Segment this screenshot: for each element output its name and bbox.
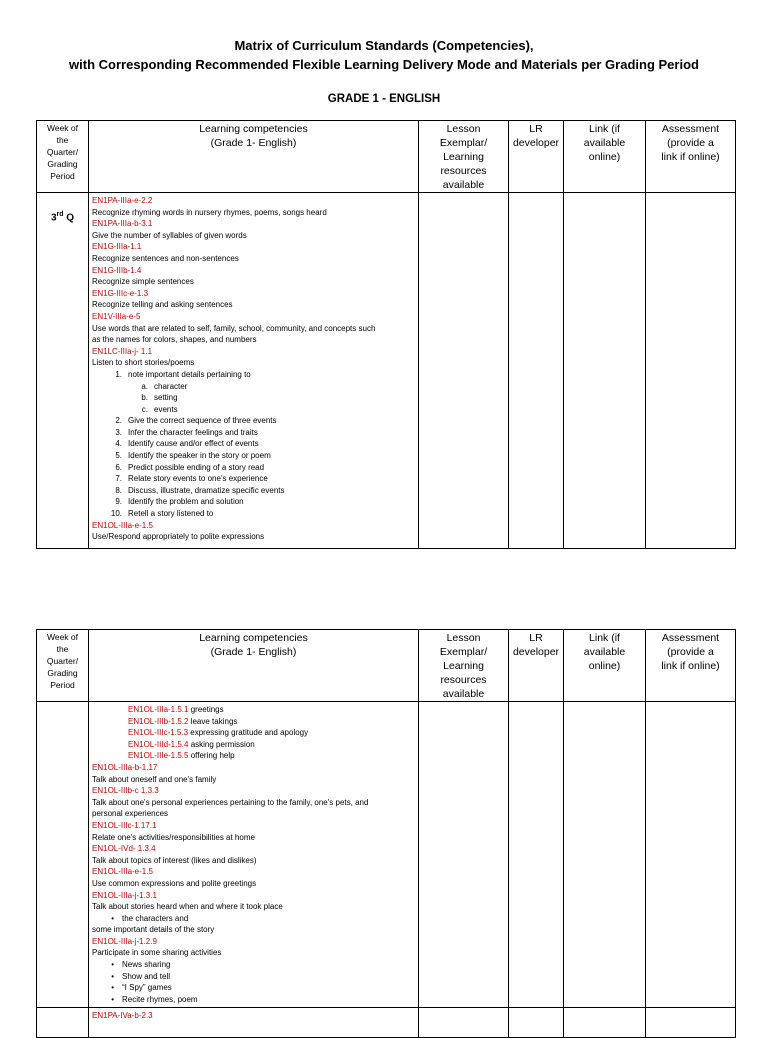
competency-text: Talk about oneself and one's family (92, 774, 217, 784)
link-cell (564, 702, 646, 1008)
competency-text: Recognize rhyming words in nursery rhymes, poems, songs heard (92, 207, 327, 217)
competency-code: EN1OL-IIIc-1.17.1 (92, 820, 157, 830)
lr-developer-cell (509, 702, 564, 1008)
competency-code: EN1OL-IIIa-b-1.17 (92, 762, 158, 772)
week-cell (37, 1008, 89, 1038)
lr-developer-cell (509, 1008, 564, 1038)
list-item: 5. Identify the speaker in the story or poem (115, 451, 271, 461)
competencies-cell (89, 1008, 419, 1038)
assessment-cell (646, 702, 736, 1008)
sub-list-item: c. events (141, 404, 178, 414)
list-item: 1. note important details pertaining to (115, 369, 251, 379)
competency-text: Talk about stories heard when and where it took place (92, 902, 283, 912)
week-header: Week of the Quarter/ Grading Period (37, 630, 89, 702)
sub-competency: EN1OL-IIId-1.5.4 asking permission (128, 739, 255, 749)
competency-code: EN1G-IIIc-e-1.3 (92, 288, 149, 298)
competency-matrix-table-2 (36, 629, 736, 1038)
competency-code: EN1LC-IIIa-j- 1.1 (92, 346, 153, 356)
list-item: 8. Discuss, illustrate, dramatize specific events (115, 485, 285, 495)
link-header: Link (if available online) (564, 630, 646, 702)
sub-list-item: b. setting (141, 393, 178, 403)
lr-developer-header: LR developer (509, 630, 564, 702)
competency-code: EN1OL-IIIa-j-1.3.1 (92, 890, 157, 900)
competency-text: Talk about one's personal experiences pertaining to the family, one's pets, and (92, 797, 369, 807)
table-row (37, 193, 736, 549)
document-subtitle: with Corresponding Recommended Flexible Learning Delivery Mode and Materials per Grading Period (69, 57, 699, 72)
sub-competency: EN1OL-IIIb-1.5.2 leave takings (128, 716, 238, 726)
competency-text: Relate one's activities/responsibilities at home (92, 832, 255, 842)
competency-text: Recognize simple sentences (92, 277, 194, 287)
list-item: 4. Identify cause and/or effect of events (115, 439, 259, 449)
competencies-cell (89, 702, 419, 1008)
document-title: Matrix of Curriculum Standards (Competencies), (234, 38, 534, 53)
bullet-icon: • (111, 971, 114, 981)
competency-matrix-table-1 (36, 120, 736, 549)
bullet-icon: • (111, 913, 114, 923)
sub-competency: EN1OL-IIIc-1.5.3 expressing gratitude and apology (128, 728, 309, 738)
competency-text: Listen to short stories/poems (92, 358, 195, 368)
header-row (37, 121, 736, 193)
bullet-item: • Recite rhymes, poem (92, 994, 418, 1006)
link-cell (564, 193, 646, 549)
competency-text-continued: as the names for colors, shapes, and numbers (92, 335, 257, 345)
competency-code: EN1G-IIIa-1.1 (92, 242, 142, 252)
assessment-cell (646, 193, 736, 549)
competency-code: EN1OL-IIIa-e-1.5 (92, 867, 153, 877)
competency-text: Participate in some sharing activities (92, 948, 222, 958)
sub-competency: EN1OL-IIIa-1.5.1 greetings (128, 705, 224, 714)
grade-heading: GRADE 1 - ENGLISH (327, 93, 441, 105)
sub-list-item: a. character (141, 381, 188, 391)
bullet-icon: • (111, 983, 114, 993)
competency-code: EN1OL-IIIa-j-1.2.9 (92, 936, 157, 946)
competency-code: EN1PA-IIIa-e-2.2 (92, 196, 153, 205)
week-cell: 3rd Q (37, 193, 89, 549)
list-item: 9. Identify the problem and solution (115, 497, 244, 507)
competency-text: Give the number of syllables of given words (92, 230, 247, 240)
bullet-icon: • (111, 994, 114, 1004)
link-header: Link (if available online) (564, 121, 646, 193)
lesson-header: Lesson Exemplar/ Learning resources available (419, 121, 509, 193)
bullet-item: • News sharing (92, 959, 418, 971)
competency-code: EN1PA-IIIa-b-3.1 (92, 219, 153, 229)
bullet-item: • Show and tell (92, 971, 418, 983)
lesson-cell (419, 1008, 509, 1038)
competency-code: EN1G-IIIb-1.4 (92, 265, 142, 275)
week-header: Week of the Quarter/ Grading Period (37, 121, 89, 193)
table-row (37, 1008, 736, 1038)
assessment-header: Assessment (provide a link if online) (646, 630, 736, 702)
list-item: 3. Infer the character feelings and traits (115, 427, 258, 437)
competency-code: EN1OL-IVd- 1.3.4 (92, 844, 156, 854)
competency-text: Talk about topics of interest (likes and dislikes) (92, 855, 257, 865)
competency-text: Use/Respond appropriately to polite expressions (92, 532, 265, 542)
competencies-cell (89, 193, 419, 549)
lesson-cell (419, 193, 509, 549)
bullet-item: • “I Spy” games (92, 982, 418, 994)
lesson-cell (419, 702, 509, 1008)
competency-text: some important details of the story (92, 925, 215, 935)
assessment-header: Assessment (provide a link if online) (646, 121, 736, 193)
sub-competency: EN1OL-IIIe-1.5.5 offering help (128, 751, 235, 761)
assessment-cell (646, 1008, 736, 1038)
competency-code: EN1PA-IVa-b-2.3 (92, 1011, 153, 1020)
competency-text: Recognize sentences and non-sentences (92, 253, 239, 263)
list-item: 10. Retell a story listened to (110, 509, 214, 519)
competency-text: Use words that are related to self, family, school, community, and concepts such (92, 323, 376, 333)
bullet-item: • the characters and (92, 913, 418, 925)
list-item: 2. Give the correct sequence of three events (115, 416, 277, 426)
competencies-header: Learning competencies (Grade 1- English) (89, 121, 419, 193)
bullet-icon: • (111, 960, 114, 970)
lesson-header: Lesson Exemplar/ Learning resources available (419, 630, 509, 702)
list-item: 7. Relate story events to one's experience (115, 474, 268, 484)
header-row (37, 630, 736, 702)
competency-code: EN1OL-IIIa-e-1.5 (92, 520, 153, 530)
competency-text-continued: personal experiences (92, 809, 169, 819)
week-cell (37, 702, 89, 1008)
competencies-header: Learning competencies (Grade 1- English) (89, 630, 419, 702)
competency-code: EN1OL-IIIb-c 1.3.3 (92, 786, 159, 796)
lr-developer-header: LR developer (509, 121, 564, 193)
competency-code: EN1V-IIIa-e-5 (92, 311, 141, 321)
table-row (37, 702, 736, 1008)
link-cell (564, 1008, 646, 1038)
lr-developer-cell (509, 193, 564, 549)
list-item: 6. Predict possible ending of a story read (115, 462, 265, 472)
competency-text: Recognize telling and asking sentences (92, 300, 233, 310)
competency-text: Use common expressions and polite greetings (92, 878, 257, 888)
